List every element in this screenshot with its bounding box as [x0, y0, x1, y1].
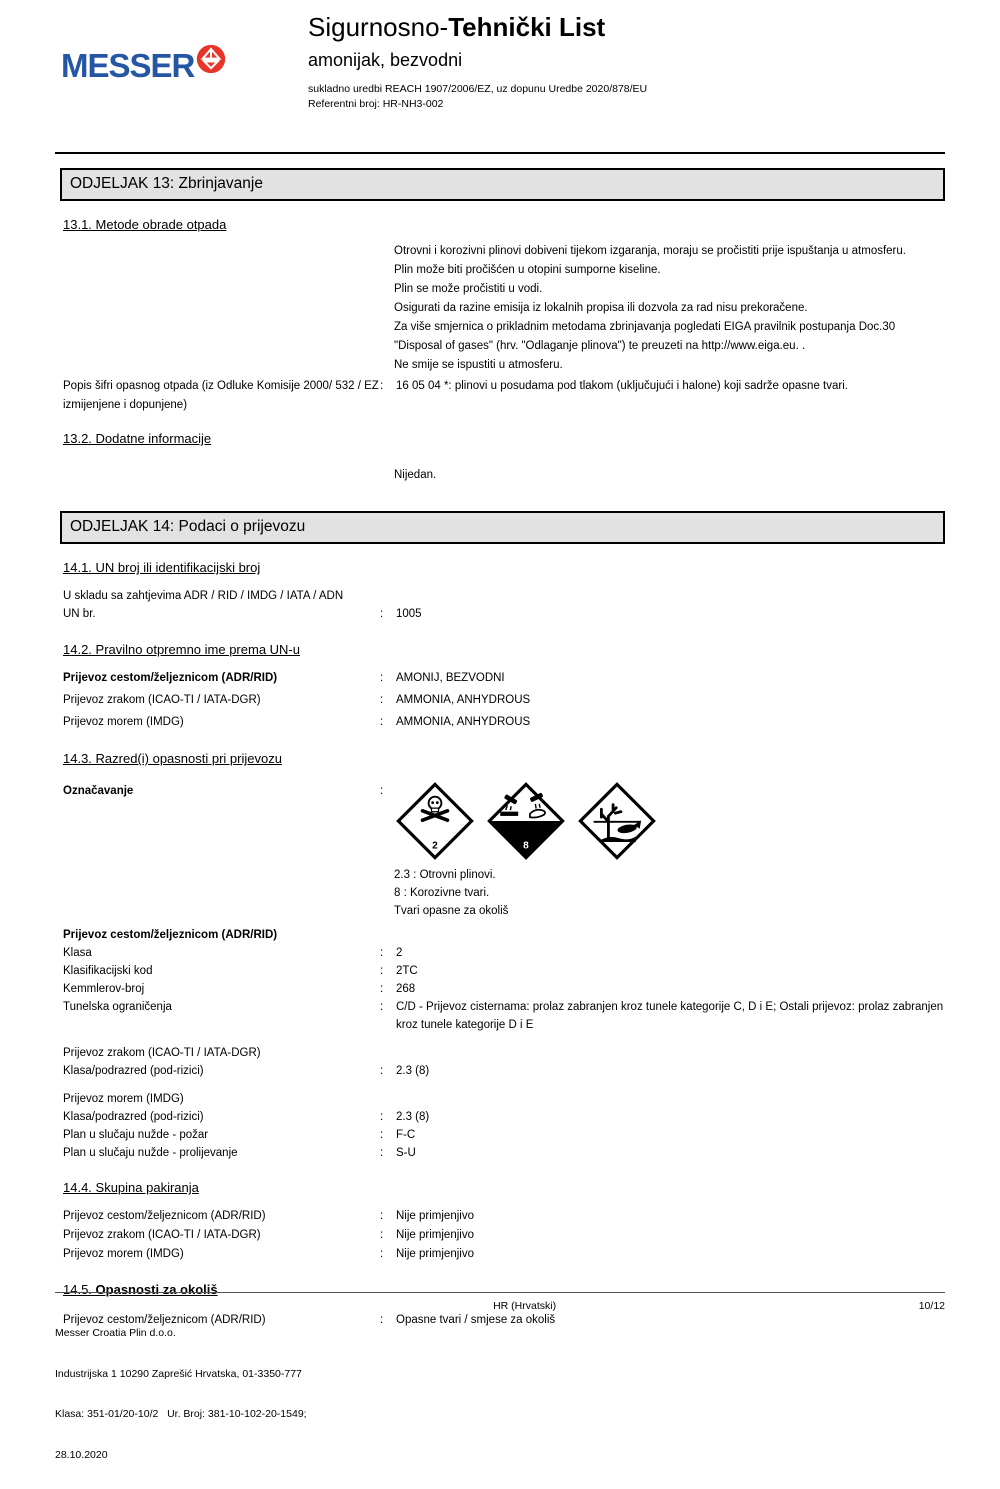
placard-captions: [394, 866, 945, 920]
colon: [380, 1144, 396, 1162]
placard-caption: 8 : Korozivne tvari.: [394, 887, 490, 899]
row-value: 268: [396, 983, 416, 995]
row-value: 2: [396, 947, 403, 959]
colon: [380, 1108, 396, 1126]
colon: [380, 944, 396, 962]
labeling-row: [63, 782, 945, 860]
transport-group-heading: Prijevoz zrakom (ICAO-TI / IATA-DGR): [63, 1047, 261, 1059]
document-title: [308, 12, 647, 42]
subsection-13-2-title: 13.2. Dodatne informacije: [63, 431, 212, 446]
placard-caption: Tvari opasne za okoliš: [394, 905, 509, 917]
row-label: Kemmlerov-broj: [63, 983, 145, 995]
shipping-row: [63, 667, 945, 689]
subsection-14-3-title: 14.3. Razred(i) opasnosti pri prijevozu: [63, 751, 282, 766]
colon: [380, 1126, 396, 1144]
row-value: 2.3 (8): [396, 1111, 430, 1123]
subsection-14-1-title: 14.1. UN broj ili identifikacijski broj: [63, 560, 261, 575]
row-label: Plan u slučaju nužde - požar: [63, 1129, 209, 1141]
row-value: Nije primjenjivo: [396, 1210, 474, 1222]
row-label: Prijevoz cestom/željeznicom (ADR/RID): [63, 1210, 266, 1222]
shipping-label: Prijevoz cestom/željeznicom (ADR/RID): [63, 672, 278, 684]
paragraph: Plin može biti pročišćen u otopini sumporne kiseline.: [394, 264, 661, 276]
row-label: Prijevoz morem (IMDG): [63, 1248, 184, 1260]
row-label: Plan u slučaju nužde - prolijevanje: [63, 1147, 238, 1159]
transport-row: [63, 1062, 945, 1080]
section-13-header: ODJELJAK 13: Zbrinjavanje: [60, 168, 945, 201]
row-value: Opasne tvari / smjese za okoliš: [396, 1314, 556, 1326]
subsection-number: 14.5.: [63, 1282, 96, 1297]
additional-info-value: Nijedan.: [394, 469, 437, 481]
packing-row: [63, 1207, 945, 1226]
un-number-value: 1005: [396, 608, 422, 620]
colon: [380, 980, 396, 998]
waste-code-value: 16 05 04 *: plinovi u posudama pod tlakom (uključujući i halone) koji sadrže opasne tvari.: [396, 380, 848, 392]
subsection-14-2-title: 14.2. Pravilno otpremno ime prema UN-u: [63, 642, 300, 657]
row-label: Prijevoz zrakom (ICAO-TI / IATA-DGR): [63, 1229, 261, 1241]
shipping-value: AMMONIA, ANHYDROUS: [396, 716, 531, 728]
transport-row: [63, 944, 945, 962]
shipping-name-rows: [55, 667, 945, 733]
messer-logo-text: MESSER: [61, 47, 195, 84]
row-label: Klasa/podrazred (pod-rizici): [63, 1111, 204, 1123]
packing-row: [63, 1226, 945, 1245]
footer-language: HR (Hrvatski): [493, 1300, 557, 1312]
footer-address: Industrijska 1 10290 Zaprešić Hrvatska, 01-3350-777: [55, 1367, 302, 1380]
row-value: S-U: [396, 1147, 416, 1159]
colon: [380, 605, 396, 624]
waste-code-row: [63, 377, 945, 415]
row-value: 2.3 (8): [396, 1065, 430, 1077]
colon: [380, 962, 396, 980]
colon: [380, 711, 396, 733]
row-value: Nije primjenjivo: [396, 1229, 474, 1241]
paragraph: Plin se može pročistiti u vodi.: [394, 283, 543, 295]
paragraph: Za više smjernica o prikladnim metodama zbrinjavanja pogledati EIGA pravilnik postupanja Doc.30 "Disposal of gases" (hrv. "Odlaganje plinova") te preuzeti na http://www.eiga.eu. .: [394, 321, 896, 352]
row-label: Klasa: [63, 947, 92, 959]
transport-row: [63, 1144, 945, 1162]
transport-group-heading: Prijevoz morem (IMDG): [63, 1093, 184, 1105]
row-label: Tunelska ograničenja: [63, 1001, 172, 1013]
colon: [380, 998, 396, 1034]
shipping-row: [63, 711, 945, 733]
corrosive-placard-icon: [487, 782, 565, 860]
row-value: 2TC: [396, 965, 418, 977]
title-regular: Sigurnosno-: [308, 12, 449, 42]
title-bold: Tehnički List: [448, 12, 606, 42]
packing-row: [63, 1245, 945, 1264]
shipping-label: Prijevoz zrakom (ICAO-TI / IATA-DGR): [63, 694, 261, 706]
placard-caption: 2.3 : Otrovni plinovi.: [394, 869, 496, 881]
shipping-value: AMMONIA, ANHYDROUS: [396, 694, 531, 706]
row-label: Klasa/podrazred (pod-rizici): [63, 1065, 204, 1077]
colon: [380, 1062, 396, 1080]
product-name: amonijak, bezvodni: [308, 50, 463, 70]
section-14-header: ODJELJAK 14: Podaci o prijevozu: [60, 511, 945, 544]
toxic-gas-placard-icon: [396, 782, 474, 860]
paragraph: Otrovni i korozivni plinovi dobiveni tijekom izgaranja, moraju se pročistiti prije ispuštanja u atmosferu.: [394, 245, 906, 257]
transport-row: [63, 1126, 945, 1144]
row-label: Prijevoz cestom/željeznicom (ADR/RID): [63, 1314, 266, 1326]
transport-row: [63, 998, 945, 1034]
shipping-value: AMONIJ, BEZVODNI: [396, 672, 505, 684]
reference-number: Referentni broj: HR-NH3-002: [308, 98, 444, 110]
row-value: Nije primjenjivo: [396, 1248, 474, 1260]
un-number-row: [63, 605, 945, 624]
document-header: [55, 0, 945, 154]
environment-placard-icon: [578, 782, 656, 860]
transport-row: [63, 962, 945, 980]
transport-group-heading: Prijevoz cestom/željeznicom (ADR/RID): [63, 929, 278, 941]
footer-doc-ids: Klasa: 351-01/20-10/2 Ur. Broj: 381-10-102-20-1549;: [55, 1408, 307, 1420]
colon: [380, 1245, 396, 1264]
shipping-label: Prijevoz morem (IMDG): [63, 716, 184, 728]
un-intro-line: U skladu sa zahtjevima ADR / RID / IMDG / IATA / ADN: [63, 590, 344, 602]
placard-class-number: 8: [523, 840, 529, 852]
waste-treatment-text: [394, 242, 945, 375]
transport-row: [63, 1108, 945, 1126]
footer-company-block: [55, 1300, 485, 1489]
placard-class-number: 2: [432, 840, 438, 852]
transport-row: [63, 980, 945, 998]
regulation-line: sukladno uredbi REACH 1907/2006/EZ, uz dopunu Uredbe 2020/878/EU: [308, 83, 648, 95]
colon: [380, 377, 396, 415]
packing-group-rows: [55, 1207, 945, 1264]
subsection-14-4-title: 14.4. Skupina pakiranja: [63, 1180, 199, 1195]
row-value: C/D - Prijevoz cisternama: prolaz zabranjen kroz tunele kategorije C, D i E; Ostali prijevoz: prolaz zabranjen kroz tunele kategorije D i E: [396, 1001, 944, 1031]
page-footer: [55, 1292, 945, 1489]
colon: [380, 689, 396, 711]
hazard-placards: [396, 782, 945, 860]
shipping-row: [63, 689, 945, 711]
colon: [380, 1207, 396, 1226]
labeling-label: Označavanje: [63, 785, 134, 797]
subsection-title-text: Opasnosti za okoliš: [95, 1282, 218, 1297]
footer-page-number: 10/12: [918, 1300, 945, 1312]
footer-date: 28.10.2020: [55, 1448, 108, 1461]
title-block: [308, 12, 647, 110]
row-value: F-C: [396, 1129, 416, 1141]
colon: [380, 667, 396, 689]
colon: [380, 1226, 396, 1245]
messer-emblem-icon: [196, 44, 226, 74]
subsection-13-1-title: 13.1. Metode obrade otpada: [63, 217, 227, 232]
paragraph: Ne smije se ispustiti u atmosferu.: [394, 359, 563, 371]
un-number-label: UN br.: [63, 608, 96, 620]
waste-code-label: Popis šifri opasnog otpada (iz Odluke Komisije 2000/ 532 / EZ izmijenjene i dopunjene): [63, 380, 379, 411]
transport-groups: [55, 926, 945, 1162]
messer-logo: [61, 46, 226, 86]
row-label: Klasifikacijski kod: [63, 965, 153, 977]
paragraph: Osigurati da razine emisija iz lokalnih propisa ili dozvola za rad nisu prekoračene.: [394, 302, 808, 314]
colon: [380, 782, 396, 801]
footer-company: Messer Croatia Plin d.o.o.: [55, 1327, 176, 1339]
